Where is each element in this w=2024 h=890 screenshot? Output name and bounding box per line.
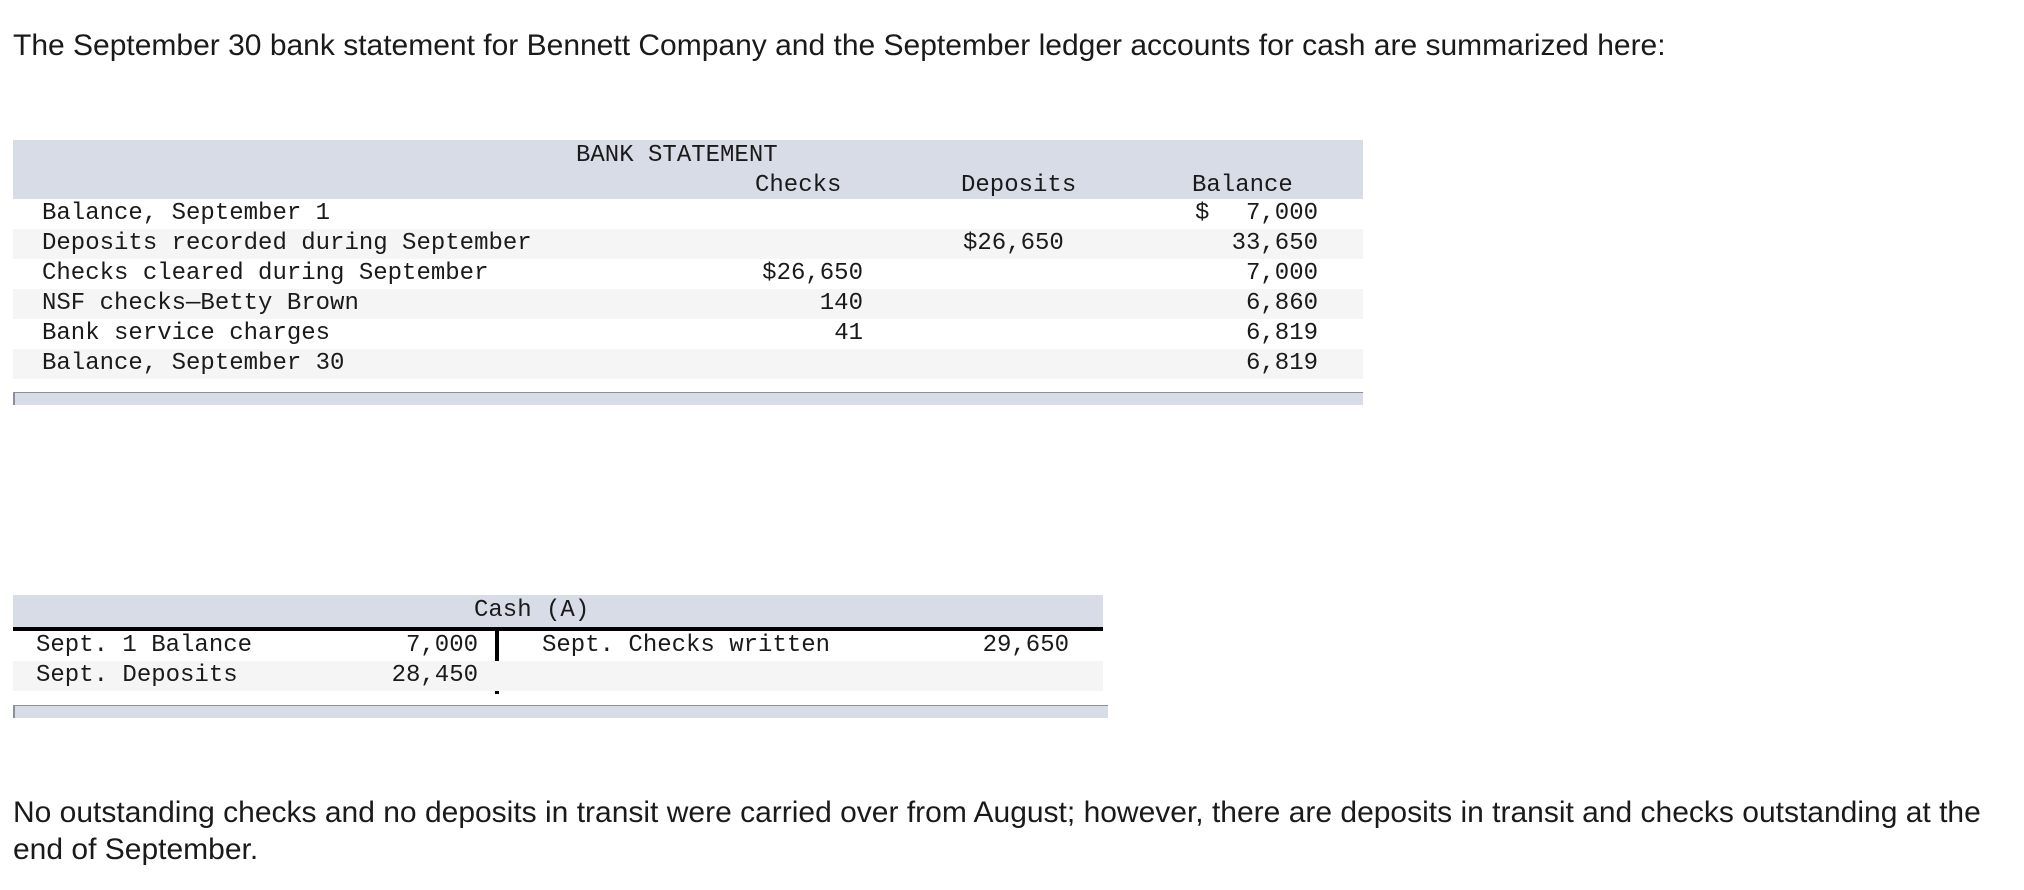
column-header-checks: Checks: [755, 172, 842, 199]
credit-label: Sept. Checks written: [542, 632, 831, 659]
balance-value: 6,819: [1245, 320, 1318, 347]
row-label: Checks cleared during September: [42, 260, 489, 287]
row-label: Deposits recorded during September: [42, 230, 532, 257]
table-row: [13, 661, 1103, 691]
column-header-balance: Balance: [1192, 172, 1293, 199]
balance-value: 7,000: [1245, 260, 1318, 287]
table-row: [13, 259, 1363, 289]
bank-statement-table: [13, 140, 1363, 405]
balance-dollar-sign: $: [1195, 200, 1210, 227]
debit-label: Sept. 1 Balance: [36, 632, 253, 659]
intro-text: The September 30 bank statement for Bennett Company and the September ledger accounts for cash are summarized here:: [13, 29, 1666, 62]
column-header-deposits: Deposits: [961, 172, 1077, 199]
t-account-header: [13, 595, 1103, 631]
table-footer-bar: [13, 392, 1363, 405]
table-row: [13, 229, 1363, 259]
checks-value: $26,650: [762, 260, 863, 287]
debit-value: 28,450: [391, 662, 478, 689]
debit-value: 7,000: [405, 632, 478, 659]
balance-value: 33,650: [1231, 230, 1318, 257]
checks-value: 41: [834, 320, 863, 347]
row-label: Balance, September 1: [42, 200, 331, 227]
debit-label: Sept. Deposits: [36, 662, 238, 689]
table-row: [13, 199, 1363, 229]
deposits-value: $26,650: [963, 230, 1064, 257]
note-text: No outstanding checks and no deposits in transit were carried over from August; however, there are deposits in transit and checks outstanding at the end of September.: [13, 796, 1981, 866]
balance-value: 7,000: [1245, 200, 1318, 227]
table-row: [13, 349, 1363, 379]
row-label: NSF checks—Betty Brown: [42, 290, 359, 317]
bank-statement-header: [13, 140, 1363, 199]
row-label: Bank service charges: [42, 320, 331, 347]
row-label: Balance, September 30: [42, 350, 345, 377]
table-row: [13, 319, 1363, 349]
credit-value: 29,650: [982, 632, 1069, 659]
cash-t-account: [13, 595, 1103, 718]
bank-statement-title: BANK STATEMENT: [576, 142, 778, 169]
t-account-footer-bar: [13, 705, 1108, 718]
balance-value: 6,860: [1245, 290, 1318, 317]
table-row: [13, 289, 1363, 319]
checks-value: 140: [819, 290, 863, 317]
table-row: [13, 631, 1103, 661]
balance-value: 6,819: [1245, 350, 1318, 377]
t-account-title: Cash (A): [474, 597, 590, 624]
